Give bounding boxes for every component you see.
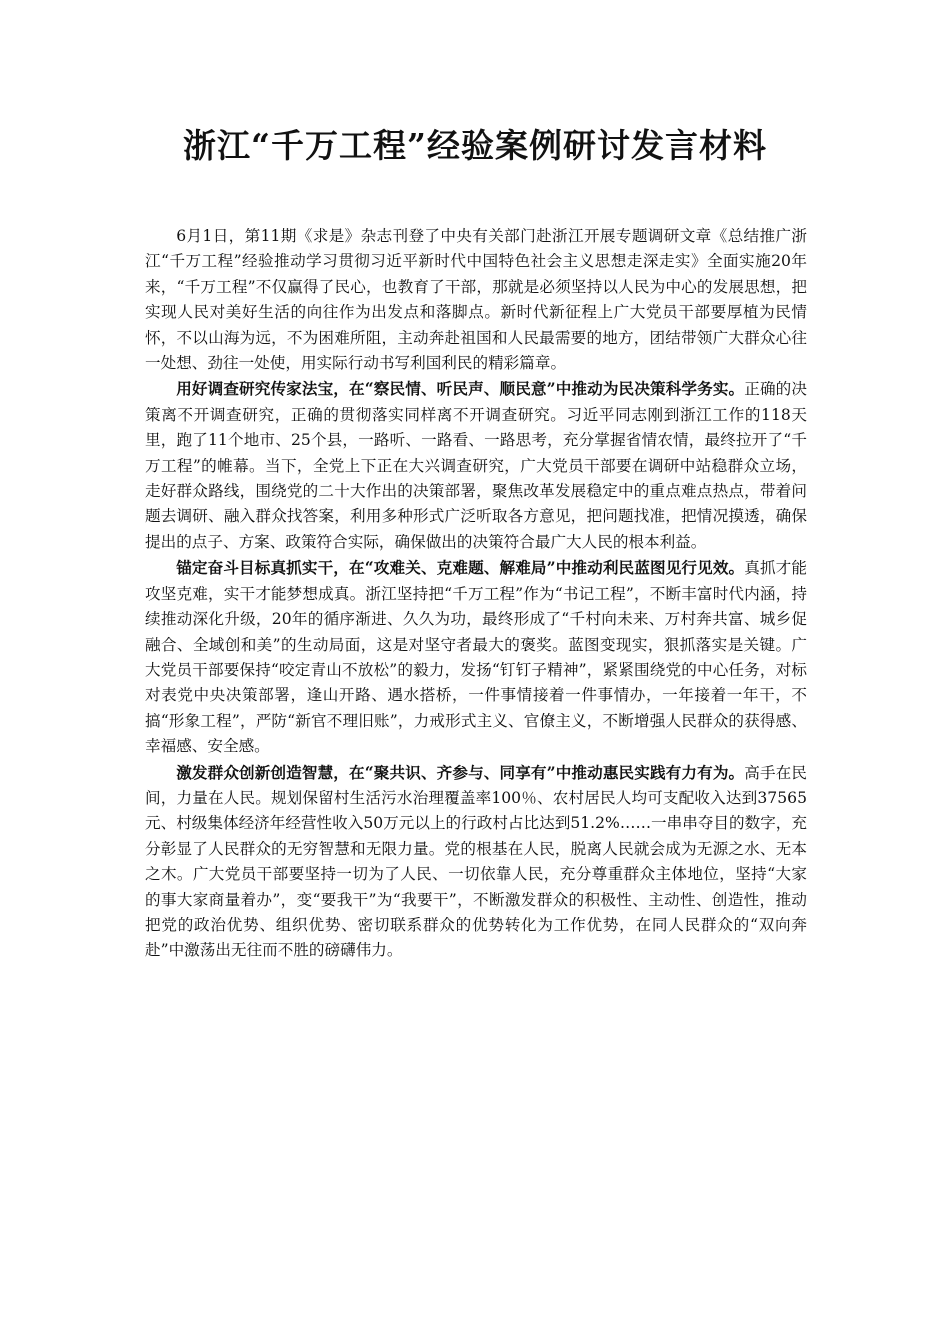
paragraph-heading: 激发群众创新创造智慧，在“聚共识、齐参与、同享有”中推动惠民实践有力有为。: [176, 762, 745, 782]
document-body: [145, 224, 807, 964]
paragraph-text: 真抓才能攻坚克难，实干才能梦想成真。浙江坚持把“千万工程”作为“书记工程”，不断丰富时代内涵，持续推动深化升级，20年的循序渐进、久久为功，最终形成了“千村向未来、万村奔共富、城乡促融合、全域创和美”的生动局面，这是对坚守者最大的褒奖。蓝图变现实，狠抓落实是关键。广大党员干部要保持“咬定青山不放松”的毅力，发扬“钉钉子精神”，紧紧围绕党的中心任务，对标对表党中央决策部署，逢山开路、遇水搭桥，一件事情接着一件事情办，一年接着一年干，不搞“形象工程”，严防“新官不理旧账”，力戒形式主义、官僚主义，不断增强人民群众的获得感、幸福感、安全感。: [145, 559, 807, 756]
document-title: 浙江“千万工程”经验案例研讨发言材料: [183, 126, 767, 165]
paragraph-text: 6月1日，第11期《求是》杂志刊登了中央有关部门赴浙江开展专题调研文章《总结推广浙江“千万工程”经验推动学习贯彻习近平新时代中国特色社会主义思想走深走实》全面实施20年来，“千万工程”不仅赢得了民心，也教育了干部，那就是必须坚持以人民为中心的发展思想，把实现人民对美好生活的向往作为出发点和落脚点。新时代新征程上广大党员干部要厚植为民情怀，不以山海为远，不为困难所阻，主动奔赴祖国和人民最需要的地方，团结带领广大群众心往一处想、劲往一处使，用实际行动书写利国利民的精彩篇章。: [145, 227, 807, 373]
paragraph-investigation: [145, 376, 807, 555]
paragraph-heading: 锚定奋斗目标真抓实干，在“攻难关、克难题、解难局”中推动利民蓝图见行见效。: [176, 558, 745, 578]
paragraph-heading: 用好调查研究传家法宝，在“察民情、听民声、顺民意”中推动为民决策科学务实。: [176, 379, 745, 399]
paragraph-text: 正确的决策离不开调查研究，正确的贯彻落实同样离不开调查研究。习近平同志刚到浙江工作的118天里，跑了11个地市、25个县，一路听、一路看、一路思考，充分掌握省情农情，最终拉开了“千万工程”的帷幕。当下，全党上下正在大兴调查研究，广大党员干部要在调研中站稳群众立场，走好群众路线，围绕党的二十大作出的决策部署，聚焦改革发展稳定中的重点难点热点，带着问题去调研、融入群众找答案，利用多种形式广泛听取各方意见，把问题找准，把情况摸透，确保提出的点子、方案、政策符合实际，确保做出的决策符合最广大人民的根本利益。: [145, 380, 807, 551]
paragraph-masses: [145, 760, 807, 964]
paragraph-implementation: [145, 555, 807, 759]
paragraph-intro: [145, 224, 807, 376]
paragraph-text: 高手在民间，力量在人民。规划保留村生活污水治理覆盖率100％、农村居民人均可支配收入达到37565元、村级集体经济年经营性收入50万元以上的行政村占比达到51.2%……一串串夺目的数字，充分彰显了人民群众的无穷智慧和无限力量。党的根基在人民，脱离人民就会成为无源之水、无本之木。广大党员干部要坚持一切为了人民、一切依靠人民，充分尊重群众主体地位，坚持“大家的事大家商量着办”，变“要我干”为“我要干”，不断激发群众的积极性、主动性、创造性，推动把党的政治优势、组织优势、密切联系群众的优势转化为工作优势，在同人民群众的“双向奔赴”中激荡出无往而不胜的磅礴伟力。: [145, 763, 807, 960]
